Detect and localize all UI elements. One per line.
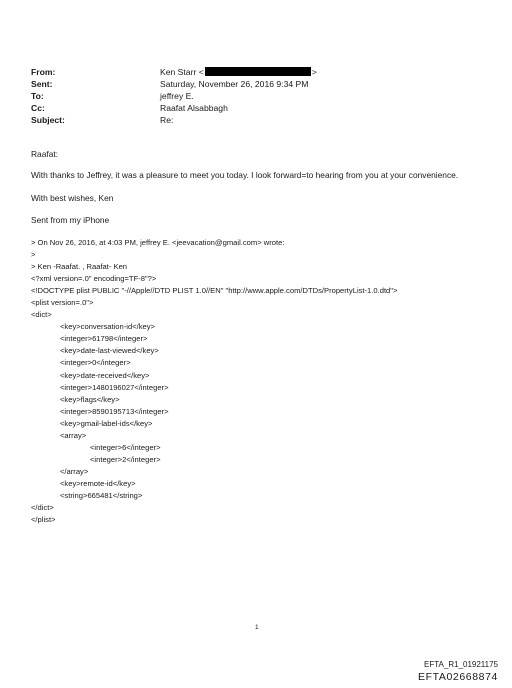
quoted-message [31,237,397,526]
cc-label: Cc: [31,103,45,113]
sent-value: Saturday, November 26, 2016 9:34 PM [160,79,309,89]
quoted-line: <key>remote-id</key> [60,478,136,488]
cc-value: Raafat Alsabbagh [160,103,228,113]
subject-value: Re: [160,115,174,125]
subject-label: Subject: [31,115,65,125]
sent-label: Sent: [31,79,53,89]
from-label: From: [31,67,56,77]
quoted-line: </array> [60,466,89,476]
quoted-line: <string>665481</string> [60,490,143,500]
quoted-line: <array> [60,430,87,440]
quoted-line: <plist version=.0"> [31,298,94,308]
quoted-line: > On Nov 26, 2016, at 4:03 PM, jeffrey E. <jeevacation@gmail.com> wrote: [31,238,285,247]
quoted-line: <integer>61798</integer> [60,334,148,344]
quoted-line: </dict> [31,503,54,513]
from-row [31,66,317,78]
quoted-line: > [31,250,36,260]
quoted-line: <!DOCTYPE plist PUBLIC "-//Apple//DTD PLIST 1.0//EN" "http://www.apple.com/DTDs/PropertyList-1.0.dtd"> [31,286,398,296]
quoted-line: <integer>6</integer> [90,442,161,452]
from-suffix: > [311,67,317,77]
greeting: Raafat: [31,149,59,159]
quoted-line: <?xml version=.0" encoding=TF-8"?> [31,274,157,284]
quoted-line: <key>gmail-label-ids</key> [60,418,153,428]
from-value [160,66,317,78]
from-name: Ken Starr < [160,67,204,77]
quoted-line: <key>flags</key> [60,394,120,404]
quoted-line: <integer>2</integer> [90,454,161,464]
quoted-line: <key>date-received</key> [60,370,150,380]
subject-row [31,114,317,126]
closing: With best wishes, Ken [31,193,114,203]
quoted-line: <dict> [31,310,52,320]
to-label: To: [31,91,44,101]
bates-stamp-small: EFTA_R1_01921175 [424,660,498,669]
quoted-line: </plist> [31,515,56,525]
quoted-line: <key>conversation-id</key> [60,322,155,332]
to-value: jeffrey E. [160,91,194,101]
quoted-line: > Ken -Raafat. , Raafat- Ken [31,262,128,272]
email-header [31,66,317,126]
signature: Sent from my iPhone [31,215,110,225]
to-row [31,90,317,102]
quoted-line: <integer>1480196027</integer> [60,382,169,392]
quoted-line: <integer>8590195713</integer> [60,406,169,416]
quoted-line: <integer>0</integer> [60,358,131,368]
page-number: 1 [255,624,259,631]
quoted-line: <key>date-last-viewed</key> [60,346,159,356]
cc-row [31,102,317,114]
sent-row [31,78,317,90]
message-paragraph: With thanks to Jeffrey, it was a pleasure to meet you today. I look forward=to hearing from you at your convenience. [31,170,459,180]
bates-stamp-large: EFTA02668874 [418,671,498,683]
redaction-bar [205,67,311,76]
